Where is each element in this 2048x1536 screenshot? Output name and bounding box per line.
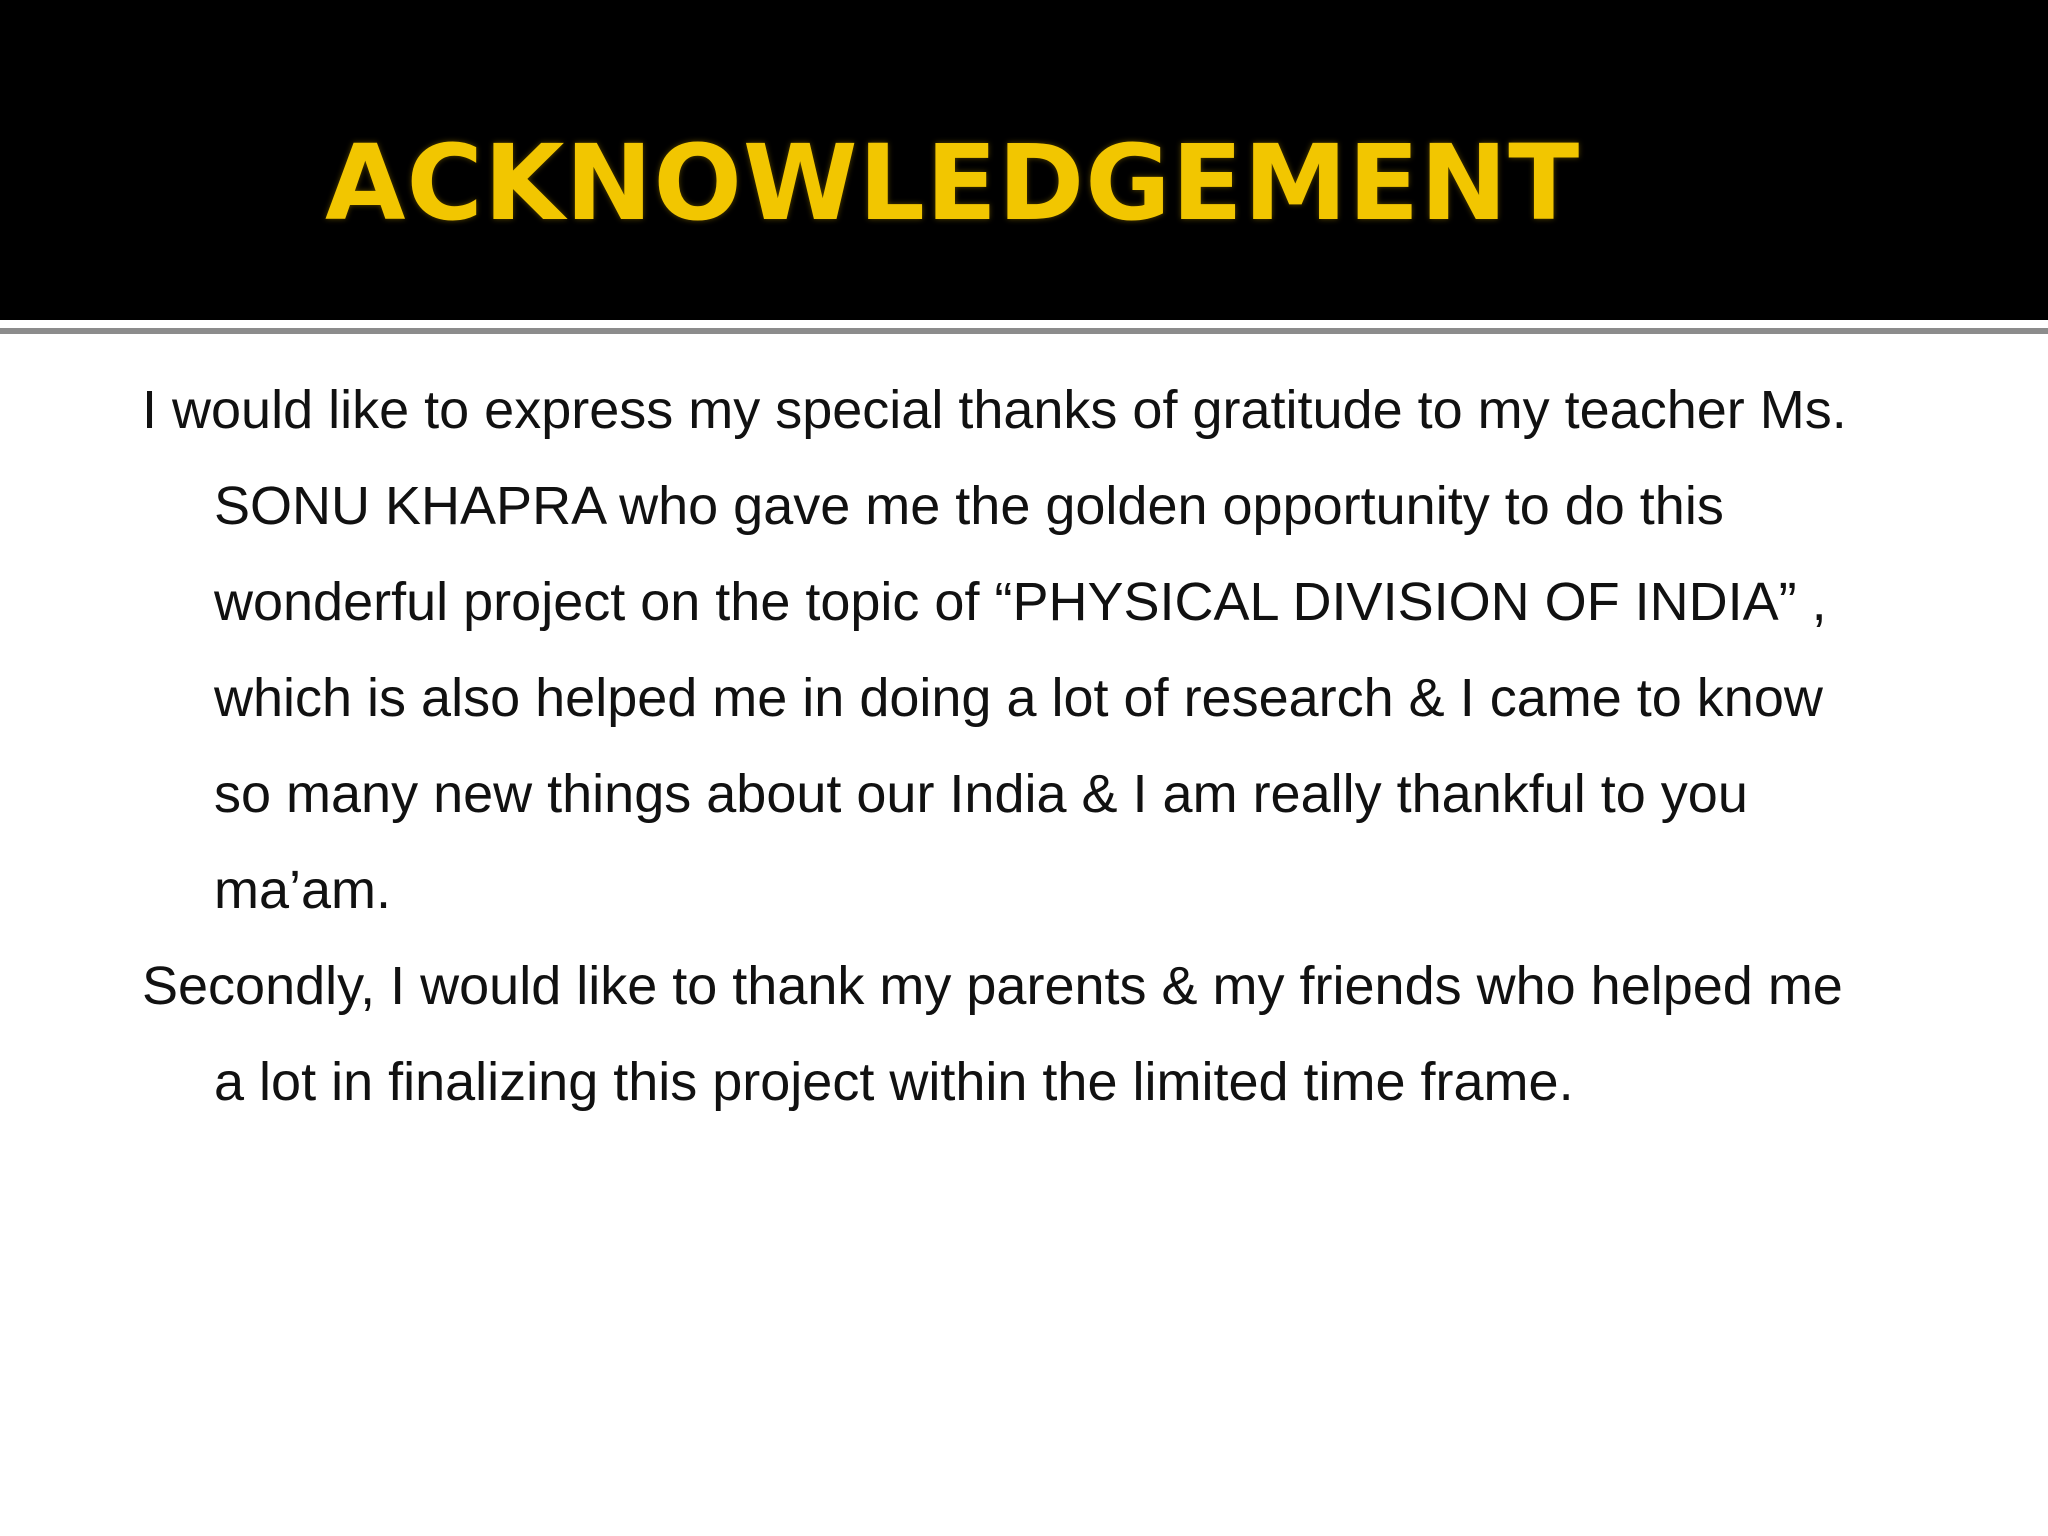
paragraph-parents-thanks: Secondly, I would like to thank my parents & my friends who helped me a lot in finalizing this project within the limited time frame. (142, 956, 1843, 1112)
slide-title: ACKNOWLEDGEMENT (325, 122, 1581, 244)
divider-line (0, 328, 2048, 334)
paragraph-teacher-thanks: I would like to express my special thanks of gratitude to my teacher Ms. SONU KHAPRA who gave me the golden opportunity to do this wonderful project on the topic of “PHYSICAL DIVISION OF INDIA” , which is also helped me in doing a lot of research & I came to know so many new things about our India & I am really thankful to you ma’am. (142, 380, 1847, 920)
slide-body (142, 362, 1902, 1130)
title-band (0, 0, 2048, 320)
divider-white (0, 320, 2048, 328)
